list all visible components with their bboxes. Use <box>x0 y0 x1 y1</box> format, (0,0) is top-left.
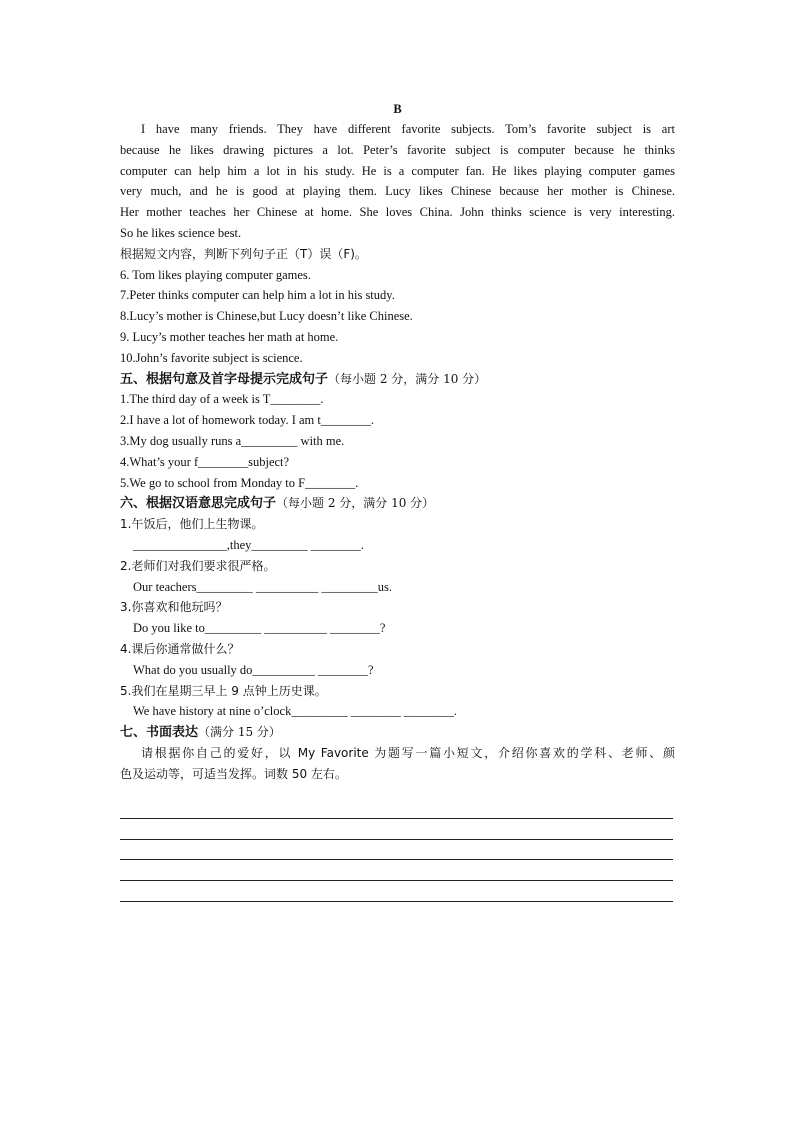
section-7-heading: 七、书面表达 <box>120 725 199 741</box>
writing-line[interactable] <box>120 840 673 861</box>
true-false-item: 9. Lucy’s mother teaches her math at home. <box>120 329 339 344</box>
true-false-instruction: 根据短文内容，判断下列句子正（T）误（F)。 <box>120 246 367 261</box>
fill-item: 3.My dog usually runs a_________ with me. <box>120 433 345 448</box>
section-7-header <box>120 722 675 743</box>
translation-prompt: 3.你喜欢和他玩吗？ <box>120 600 228 615</box>
exam-content <box>120 99 675 785</box>
translation-prompt: 1.午饭后，他们上生物课。 <box>120 517 264 532</box>
passage-line: I have many friends. They have different favorite subjects. Tom’s favorite subject is art <box>141 122 675 136</box>
writing-line[interactable] <box>120 798 673 819</box>
writing-line[interactable] <box>120 860 673 881</box>
true-false-item: 7.Peter thinks computer can help him a lot in his study. <box>120 288 395 303</box>
fill-item: 2.I have a lot of homework today. I am t________. <box>120 413 374 428</box>
fill-item: 4.What’s your f________subject? <box>120 454 290 469</box>
fill-item: 5.We go to school from Monday to F________. <box>120 475 359 490</box>
writing-prompt-line: 色及运动等，可适当发挥。词数 50 左右。 <box>120 766 347 781</box>
writing-prompt-line: 请根据你自己的爱好，以 My Favorite 为题写一篇小短文，介绍你喜欢的学科、老师、颜 <box>141 745 675 760</box>
true-false-item: 10.John’s favorite subject is science. <box>120 350 303 365</box>
section-6-note: （每小题 2 分，满分 10 分） <box>276 496 435 511</box>
translation-answer: What do you usually do__________ ________? <box>133 662 374 677</box>
reading-passage <box>120 119 675 244</box>
true-false-item: 6. Tom likes playing computer games. <box>120 267 311 282</box>
passage-line: very much, and he is good at playing them. Lucy likes Chinese because her mother is Chinese. <box>120 184 675 199</box>
section-5-note: （每小题 2 分，满分 10 分） <box>328 371 487 386</box>
translation-answer: We have history at nine o’clock_________ ________ ________. <box>133 704 457 719</box>
passage-line: Her mother teaches her Chinese at home. She loves China. John thinks science is very interesting. <box>120 205 675 220</box>
translation-answer: Do you like to_________ __________ ________? <box>133 621 386 636</box>
section-5-header <box>120 369 675 390</box>
fill-item: 1.The third day of a week is T________. <box>120 392 324 407</box>
translation-prompt: 5.我们在星期三早上 9 点钟上历史课。 <box>120 683 327 698</box>
true-false-item: 8.Lucy’s mother is Chinese,but Lucy doesn’t like Chinese. <box>120 309 413 324</box>
writing-area[interactable] <box>120 798 673 902</box>
passage-line: So he likes science best. <box>120 225 242 240</box>
writing-line[interactable] <box>120 819 673 840</box>
writing-line[interactable] <box>120 881 673 902</box>
section-5-heading: 五、根据句意及首字母提示完成句子 <box>120 371 329 387</box>
translation-answer: Our teachers_________ __________ _________us. <box>133 579 392 594</box>
section-6-header <box>120 493 675 514</box>
passage-line: computer can help him a lot in his study. He is a computer fan. He likes playing computer games <box>120 163 675 178</box>
translation-prompt: 2.老师们对我们要求很严格。 <box>120 558 276 573</box>
translation-prompt: 4.课后你通常做什么？ <box>120 641 240 656</box>
section-6-heading: 六、根据汉语意思完成句子 <box>120 496 277 512</box>
translation-answer: _______________,they_________ ________. <box>133 537 364 552</box>
passage-line: because he likes drawing pictures a lot. Peter’s favorite subject is computer because he thinks <box>120 142 675 157</box>
section-7-note: （满分 15 分） <box>198 725 281 740</box>
section-b-title: B <box>393 102 402 116</box>
